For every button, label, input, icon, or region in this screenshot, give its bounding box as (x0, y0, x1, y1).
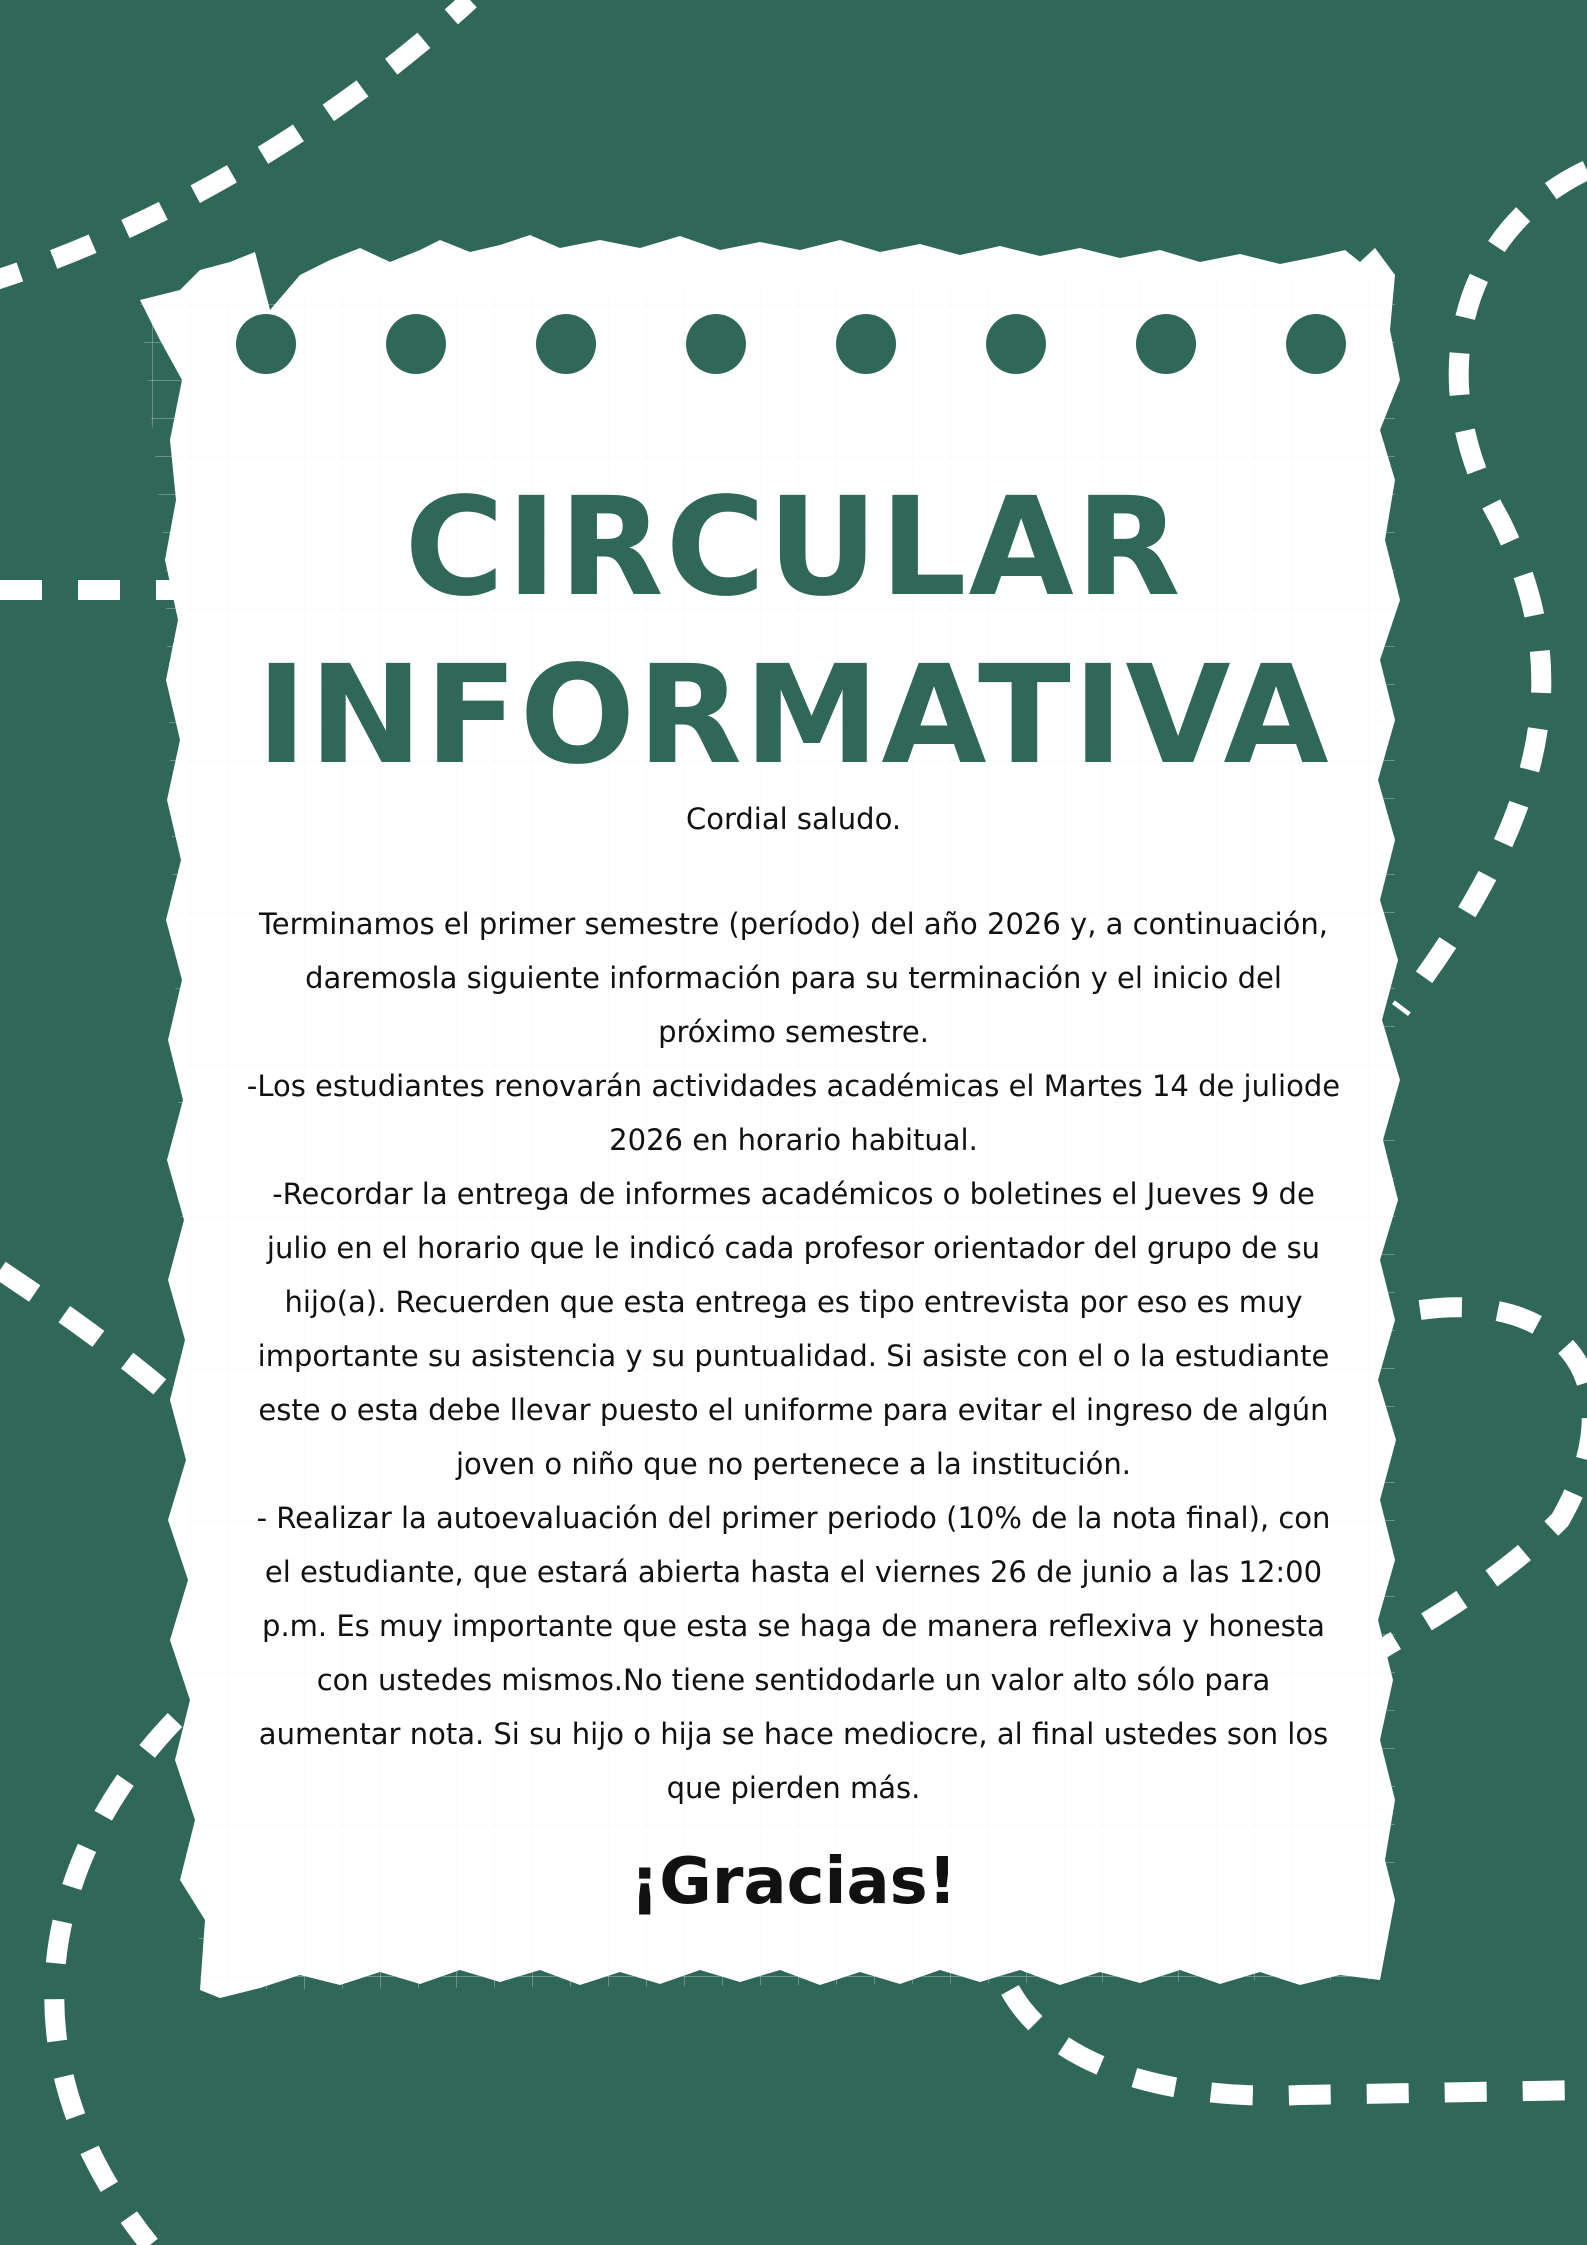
binder-hole (1136, 314, 1196, 374)
body-text (240, 897, 1347, 1815)
title-line-2: INFORMATIVA (256, 637, 1331, 795)
title-line-1: CIRCULAR (404, 469, 1183, 627)
binder-hole (236, 314, 296, 374)
binder-hole (536, 314, 596, 374)
greeting: Cordial saludo. (685, 802, 902, 836)
binder-hole (836, 314, 896, 374)
binder-hole (686, 314, 746, 374)
paragraph-intro: Terminamos el primer semestre (período) del año 2026 y, a continuación, daremosla siguiente información para su terminación y el inicio del próximo semestre. (258, 906, 1328, 1049)
closing-thanks: ¡Gracias! (630, 1844, 957, 1919)
binder-hole (386, 314, 446, 374)
binder-hole (1286, 314, 1346, 374)
paragraph-classes-resume: -Los estudiantes renovarán actividades académicas el Martes 14 de juliode 2026 en horario habitual. (246, 1068, 1341, 1157)
binder-hole (986, 314, 1046, 374)
paragraph-self-evaluation: - Realizar la autoevaluación del primer periodo (10% de la nota final), con el estudiante, que estará abierta hasta el viernes 26 de junio a las 12:00 p.m. Es muy importante que esta se haga de manera reflexiva y honesta con ustedes mismos.No tiene sentidodarle un valor alto sólo para aumentar nota. Si su hijo o hija se hace mediocre, al final ustedes son los que pierden más. (256, 1500, 1331, 1805)
paragraph-report-delivery: -Recordar la entrega de informes académicos o boletines el Jueves 9 de julio en el horario que le indicó cada profesor orientador del grupo de su hijo(a). Recuerden que esta entrega es tipo entrevista por eso es muy importante su asistencia y su puntualidad. Si asiste con el o la estudiante este o esta debe llevar puesto el uniforme para evitar el ingreso de algún joven o niño que no pertenece a la institución. (257, 1176, 1330, 1481)
circular-content (240, 440, 1347, 1919)
